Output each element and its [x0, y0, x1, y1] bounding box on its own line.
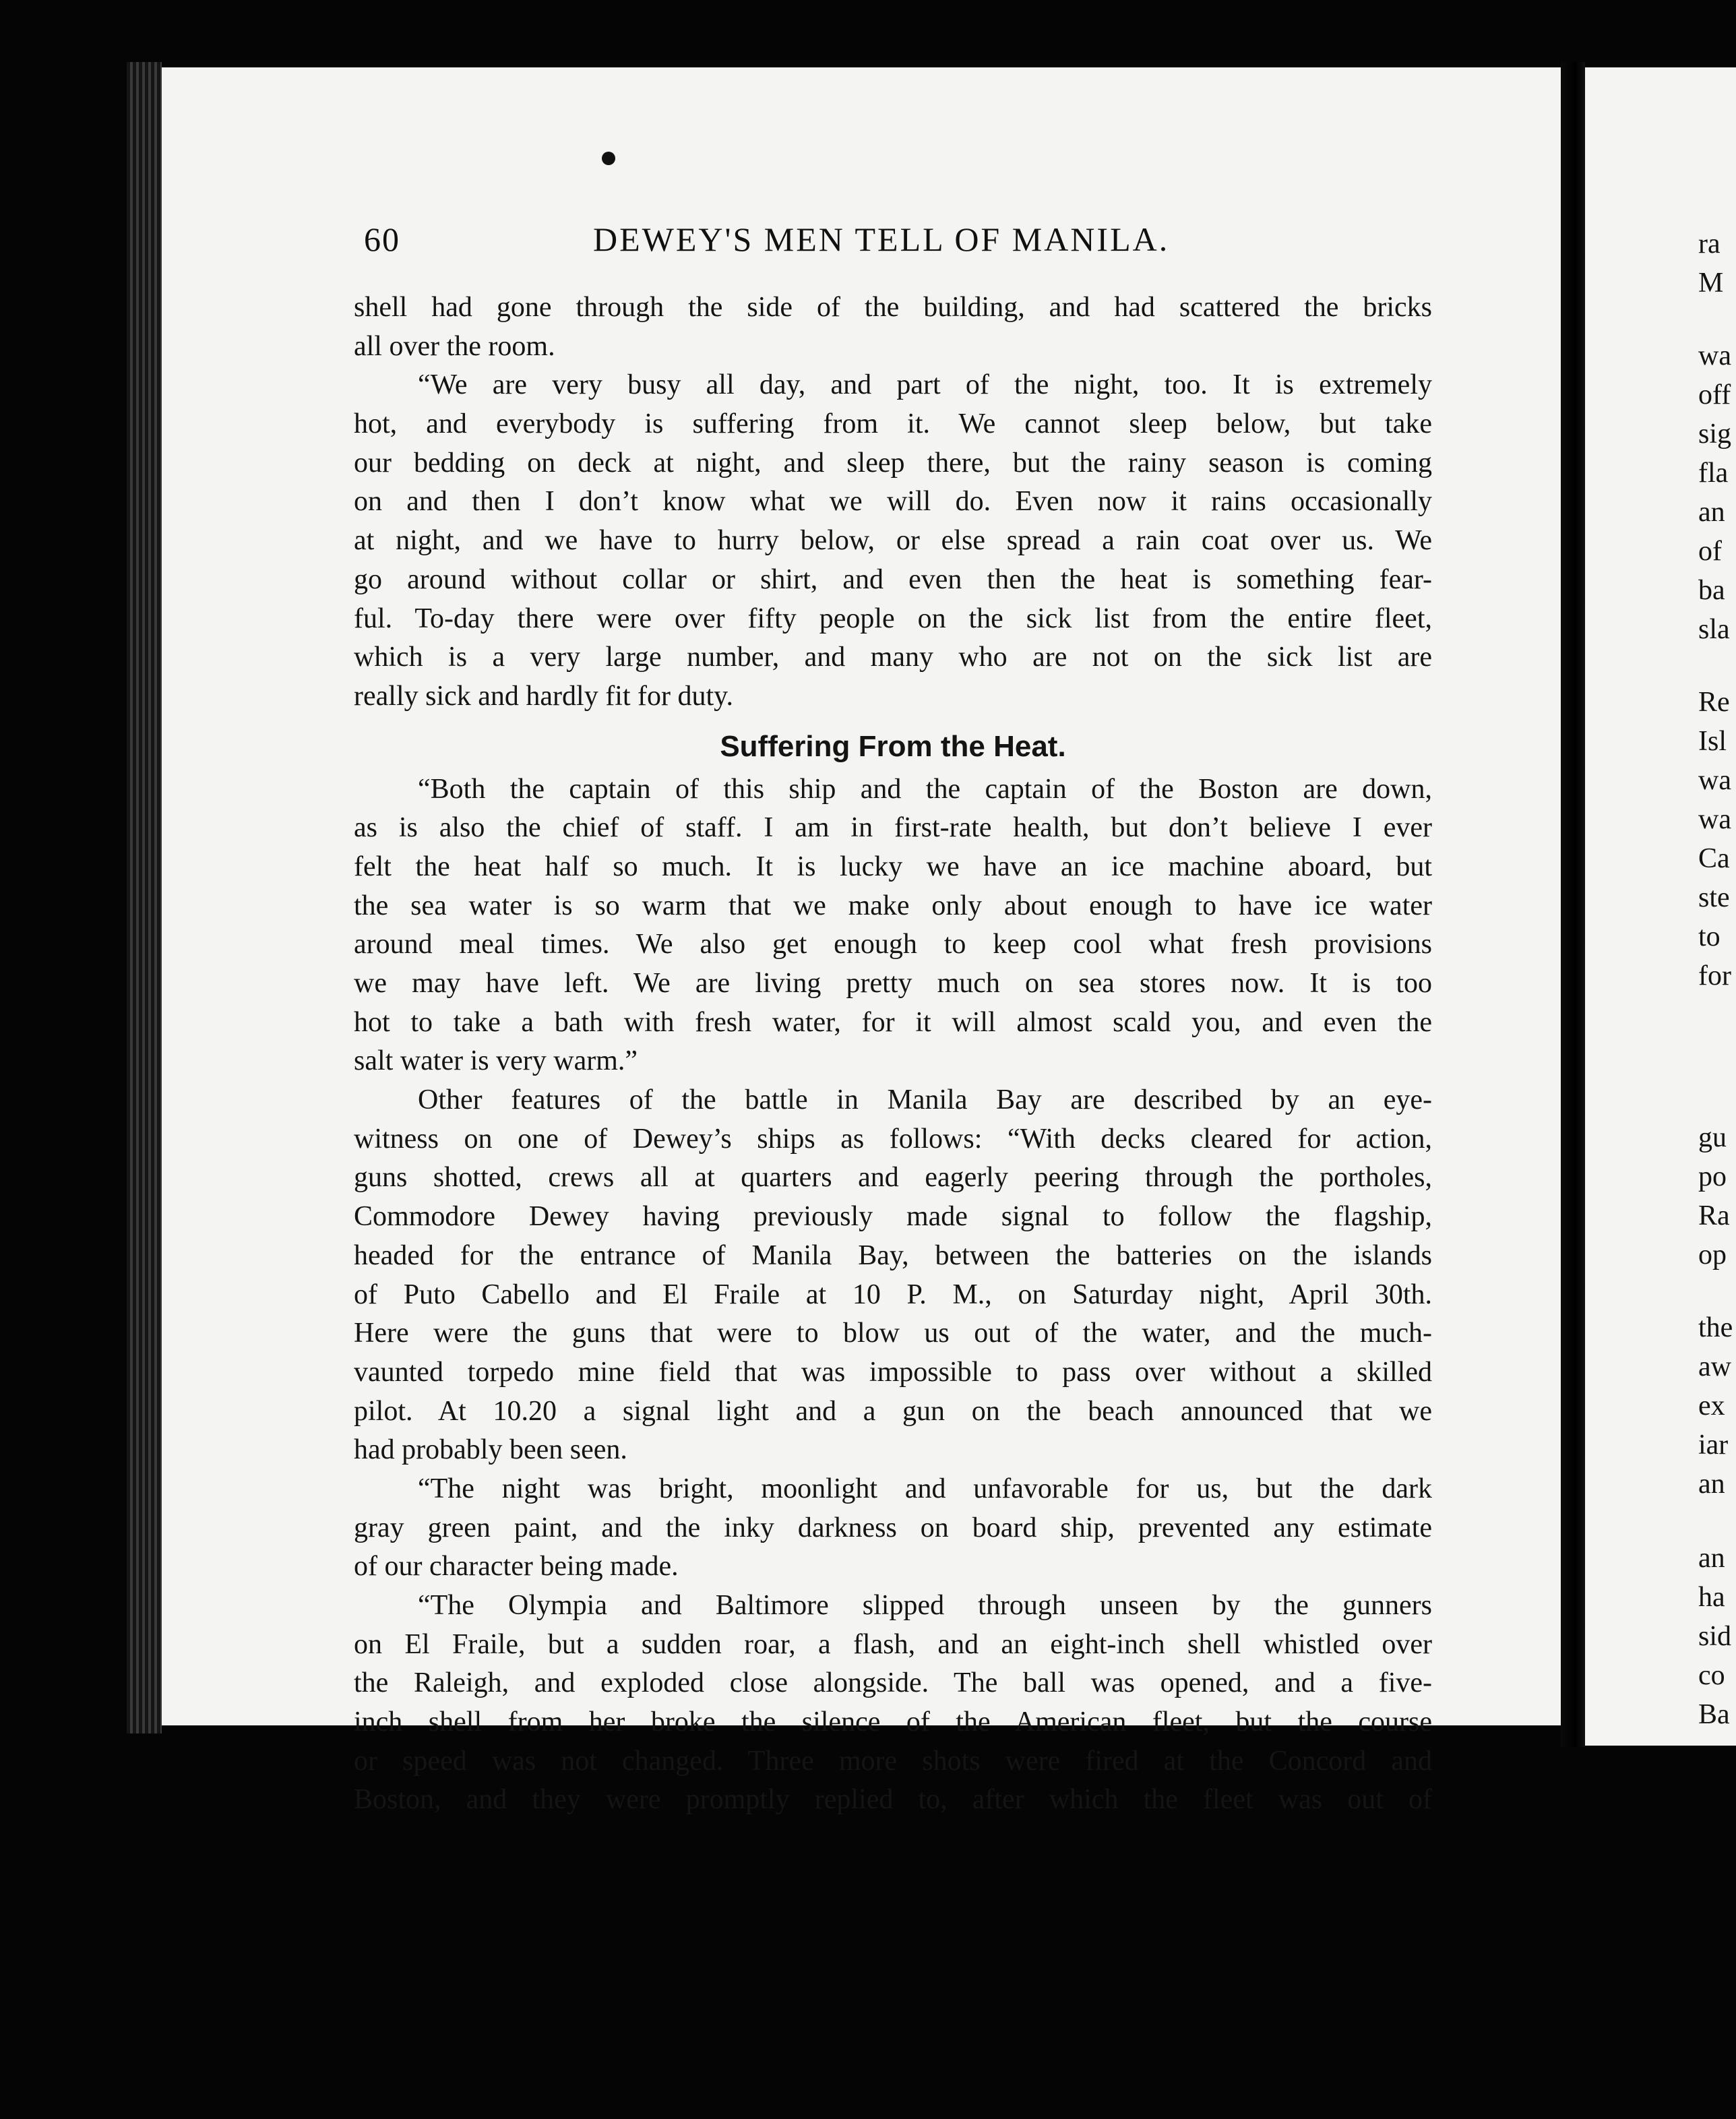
- facing-page-fragment: Ba: [1698, 1699, 1730, 1730]
- facing-page-fragment: an: [1698, 1543, 1725, 1574]
- facing-page-fragment: M: [1698, 268, 1724, 299]
- text-line: had probably been seen.: [354, 1434, 627, 1466]
- text-line: the Raleigh, and exploded close alongside. The ball was opened, and a five-: [354, 1667, 1432, 1699]
- text-line: the sea water is so warm that we make only about enough to have ice water: [354, 890, 1432, 921]
- paragraph: [354, 366, 1432, 716]
- facing-page-fragment: off: [1698, 379, 1731, 410]
- facing-page-fragment: ba: [1698, 575, 1725, 606]
- facing-page-fragment: ra: [1698, 228, 1720, 259]
- paragraph: [354, 1470, 1432, 1587]
- text-line: or speed was not changed. Three more shots were fired at the Concord and: [354, 1745, 1432, 1777]
- text-line: as is also the chief of staff. I am in first-rate health, but don’t believe I ever: [354, 812, 1432, 844]
- text-line: guns shotted, crews all at quarters and eagerly peering through the portholes,: [354, 1162, 1432, 1194]
- facing-page-fragment: ha: [1698, 1582, 1725, 1613]
- facing-page-fragment: Re: [1698, 687, 1730, 718]
- text-line: Boston, and they were promptly replied to, after which the fleet was out of: [354, 1784, 1432, 1816]
- text-line: our bedding on deck at night, and sleep there, but the rainy season is coming: [354, 447, 1432, 479]
- text-line: shell had gone through the side of the building, and had scattered the bricks: [354, 292, 1432, 323]
- text-line: Commodore Dewey having previously made signal to follow the flagship,: [354, 1201, 1432, 1233]
- facing-page-fragment: Ra: [1698, 1200, 1730, 1231]
- facing-page-fragment: ex: [1698, 1390, 1725, 1421]
- facing-page-fragment: the: [1698, 1312, 1733, 1343]
- text-line: Here were the guns that were to blow us out of the water, and the much-: [354, 1318, 1432, 1349]
- text-line: hot, and everybody is suffering from it. We cannot sleep below, but take: [354, 408, 1432, 440]
- facing-page-fragment: op: [1698, 1239, 1727, 1270]
- page-number: 60: [364, 220, 400, 258]
- facing-page-fragment: an: [1698, 1469, 1725, 1500]
- text-line: “The Olympia and Baltimore slipped through unseen by the gunners: [418, 1590, 1432, 1621]
- text-line: around meal times. We also get enough to keep cool what fresh provisions: [354, 929, 1432, 960]
- text-line: felt the heat half so much. It is lucky we have an ice machine aboard, but: [354, 851, 1432, 882]
- facing-page-fragment: wa: [1698, 340, 1731, 371]
- book-page-edges: [127, 62, 162, 1733]
- text-line: “The night was bright, moonlight and unfavorable for us, but the dark: [418, 1473, 1432, 1504]
- facing-page-fragment: aw: [1698, 1351, 1731, 1382]
- facing-page-fragment: sig: [1698, 419, 1732, 450]
- text-line: really sick and hardly fit for duty.: [354, 680, 733, 712]
- text-line: gray green paint, and the inky darkness on board ship, prevented any estimate: [354, 1512, 1432, 1543]
- text-line: witness on one of Dewey’s ships as follows: “With decks cleared for action,: [354, 1123, 1432, 1155]
- body-text: [354, 288, 1432, 1820]
- running-head: [364, 220, 1429, 267]
- paragraph: [354, 1081, 1432, 1470]
- facing-page-fragment: Ca: [1698, 843, 1730, 874]
- text-line: which is a very large number, and many who are not on the sick list are: [354, 642, 1432, 673]
- text-line: on and then I don’t know what we will do. Even now it rains occasionally: [354, 486, 1432, 518]
- facing-page-fragment: an: [1698, 497, 1725, 528]
- text-line: salt water is very warm.”: [354, 1045, 638, 1077]
- facing-page-fragment: gu: [1698, 1122, 1727, 1153]
- text-line: headed for the entrance of Manila Bay, between the batteries on the islands: [354, 1239, 1432, 1271]
- facing-page-fragment: ste: [1698, 882, 1730, 913]
- facing-page-fragment: for: [1698, 960, 1731, 991]
- facing-page-fragment: to: [1698, 921, 1720, 952]
- facing-page-fragment: of: [1698, 536, 1722, 567]
- text-line: of Puto Cabello and El Fraile at 10 P. M., on Saturday night, April 30th.: [354, 1279, 1432, 1310]
- text-line: “Both the captain of this ship and the captain of the Boston are down,: [418, 773, 1432, 805]
- text-line: at night, and we have to hurry below, or else spread a rain coat over us. We: [354, 525, 1432, 557]
- ink-dot: [602, 152, 615, 165]
- facing-page-fragment: co: [1698, 1660, 1725, 1691]
- facing-page-fragment: fla: [1698, 458, 1729, 489]
- section-subheading: Suffering From the Heat.: [720, 729, 1066, 763]
- paragraph: [354, 288, 1432, 366]
- facing-page-fragment: Isl: [1698, 726, 1727, 757]
- running-title: DEWEY'S MEN TELL OF MANILA.: [593, 220, 1170, 258]
- text-line: we may have left. We are living pretty much on sea stores now. It is too: [354, 968, 1432, 999]
- facing-page-fragment: sla: [1698, 614, 1730, 645]
- text-line: pilot. At 10.20 a signal light and a gun on the beach announced that we: [354, 1395, 1432, 1427]
- text-line: on El Fraile, but a sudden roar, a flash, and an eight-inch shell whistled over: [354, 1628, 1432, 1660]
- book-gutter: [1561, 62, 1585, 1747]
- text-line: ful. To-day there were over fifty people on the sick list from the entire fleet,: [354, 603, 1432, 634]
- facing-page-fragment: sid: [1698, 1621, 1732, 1652]
- text-line: of our character being made.: [354, 1551, 679, 1583]
- text-line: go around without collar or shirt, and even then the heat is something fear-: [354, 563, 1432, 595]
- facing-page: [1585, 67, 1736, 1746]
- text-line: Other features of the battle in Manila Bay are described by an eye-: [418, 1084, 1432, 1116]
- text-line: all over the room.: [354, 330, 555, 362]
- facing-page-fragment: wa: [1698, 804, 1731, 835]
- text-line: “We are very busy all day, and part of the night, too. It is extremely: [418, 369, 1432, 401]
- facing-page-fragment: wa: [1698, 765, 1731, 796]
- facing-page-fragment: iar: [1698, 1430, 1729, 1461]
- text-line: vaunted torpedo mine field that was impossible to pass over without a skilled: [354, 1356, 1432, 1388]
- paragraph: [354, 770, 1432, 1082]
- text-line: inch shell from her broke the silence of the American fleet, but the course: [354, 1707, 1432, 1738]
- text-line: hot to take a bath with fresh water, for it will almost scald you, and even the: [354, 1006, 1432, 1038]
- facing-page-fragment: po: [1698, 1161, 1727, 1192]
- paragraph: [354, 1587, 1432, 1820]
